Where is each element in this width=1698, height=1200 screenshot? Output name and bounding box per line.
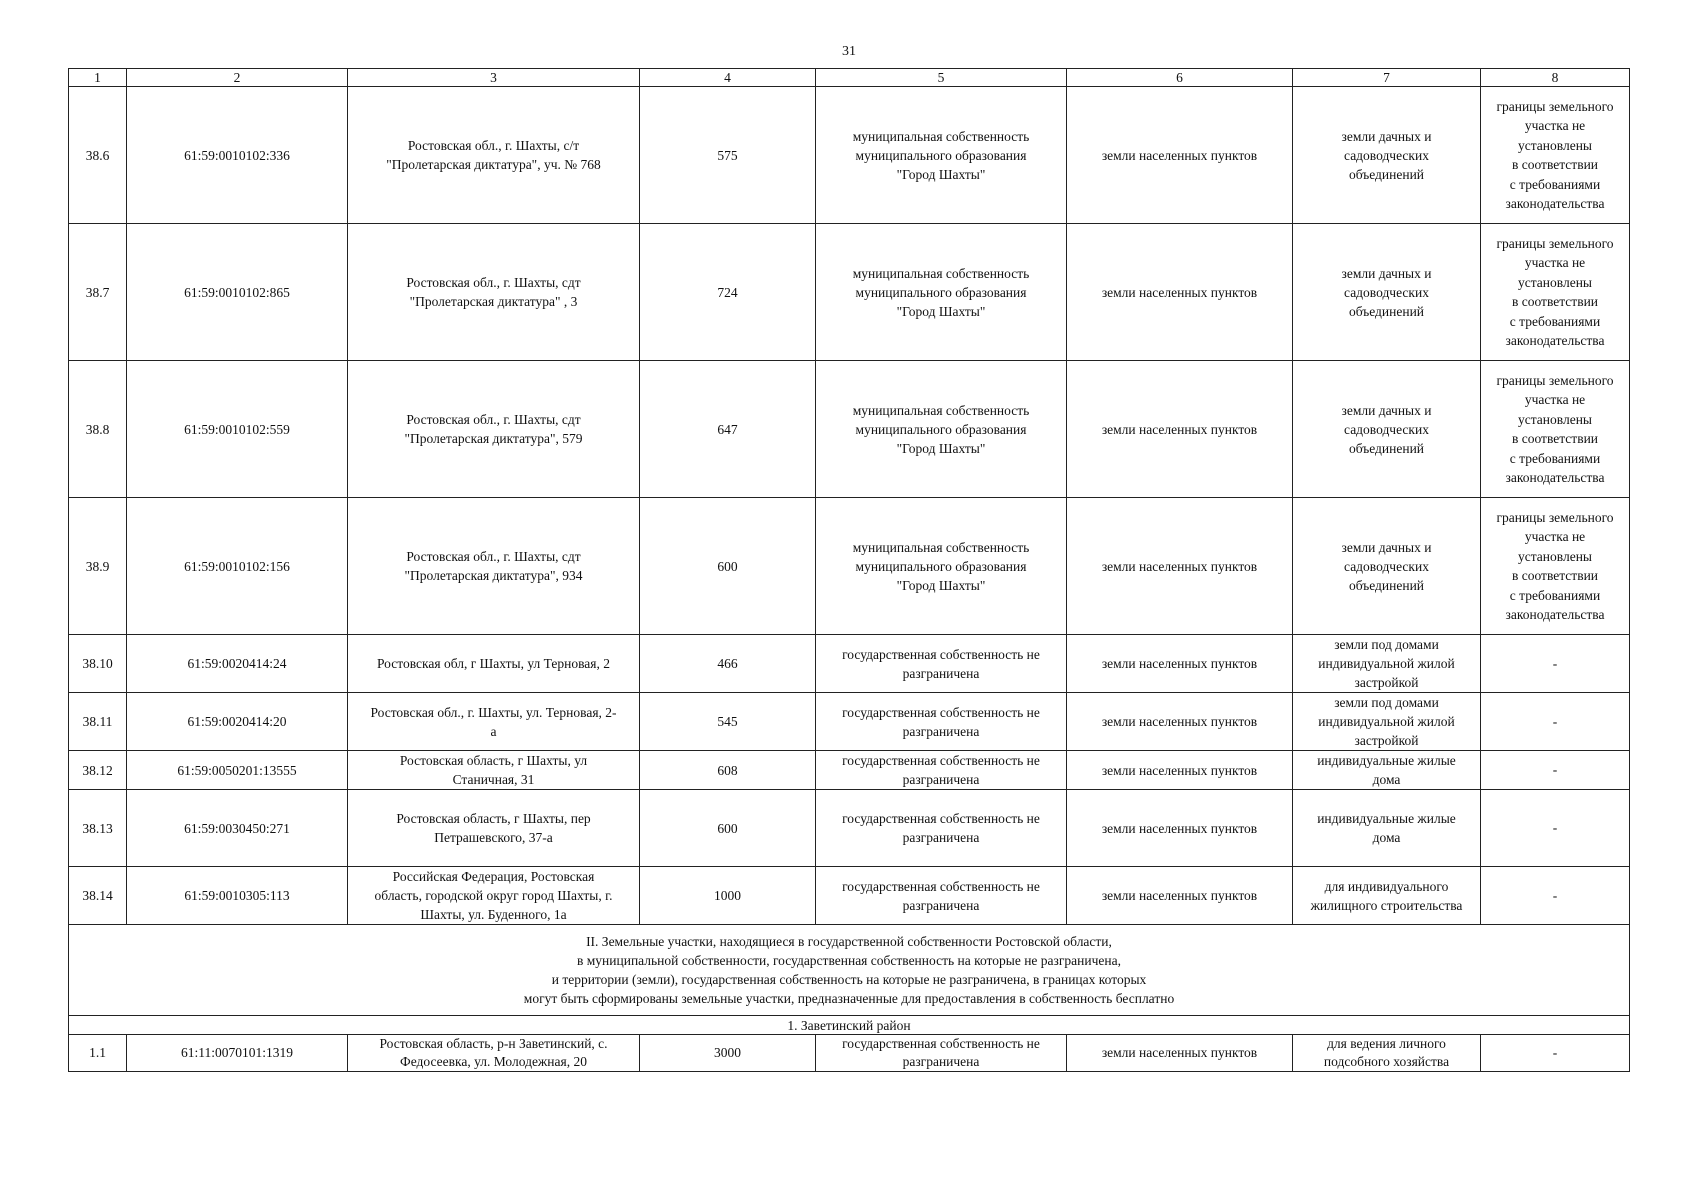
land-category-cell: земли населенных пунктов — [1067, 693, 1293, 751]
cadastral-number-cell: 61:59:0010305:113 — [127, 867, 348, 925]
address-cell-line: Ростовская обл., г. Шахты, ул. Терновая, 2- — [370, 704, 617, 720]
ownership-cell — [816, 751, 1067, 790]
column-number: 4 — [640, 69, 816, 87]
section-heading-line: II. Земельные участки, находящиеся в государственной собственности Ростовской области, — [586, 934, 1112, 949]
permitted-use-cell-line: для ведения личного — [1327, 1036, 1446, 1051]
ownership-cell-line: муниципальная собственность — [852, 128, 1030, 144]
permitted-use-cell — [1293, 867, 1481, 925]
address-cell-line: Ростовская область, г Шахты, пер — [396, 811, 591, 826]
section-heading-line: могут быть сформированы земельные участки, предназначенные для предоставления в собственность бесплатно — [523, 991, 1175, 1006]
note-cell — [1481, 224, 1630, 361]
ownership-cell-line: разграничена — [902, 772, 980, 787]
row-number-cell: 38.12 — [69, 751, 127, 790]
permitted-use-cell-line: земли дачных и — [1341, 402, 1432, 418]
permitted-use-cell-line: садоводческих — [1344, 421, 1429, 437]
note-cell-line: в соответствии — [1511, 431, 1599, 446]
cadastral-number-cell: 61:59:0030450:271 — [127, 790, 348, 867]
permitted-use-cell-line: садоводческих — [1344, 284, 1429, 300]
note-cell-line: законодательства — [1505, 333, 1605, 348]
ownership-cell-line: муниципального образования — [855, 421, 1027, 437]
cadastral-number-cell: 61:11:0070101:1319 — [127, 1035, 348, 1072]
cadastral-number-cell: 61:59:0010102:865 — [127, 224, 348, 361]
permitted-use-cell — [1293, 790, 1481, 867]
area-cell: 575 — [640, 87, 816, 224]
permitted-use-cell — [1293, 751, 1481, 790]
note-cell — [1481, 1035, 1630, 1072]
land-category-cell: земли населенных пунктов — [1067, 790, 1293, 867]
ownership-cell-line: государственная собственность не — [842, 1036, 1040, 1051]
address-cell-line: Петрашевского, 37-а — [434, 830, 553, 845]
address-cell-line: Шахты, ул. Буденного, 1а — [420, 907, 567, 922]
ownership-cell-line: государственная собственность не — [842, 704, 1040, 720]
note-cell-line: с требованиями — [1509, 176, 1601, 192]
table-body — [69, 69, 1630, 1072]
permitted-use-cell-line: земли под домами — [1334, 637, 1439, 652]
column-number: 6 — [1067, 69, 1293, 87]
ownership-cell-line: разграничена — [902, 723, 980, 739]
address-cell — [348, 498, 640, 635]
area-cell: 466 — [640, 635, 816, 693]
permitted-use-cell — [1293, 361, 1481, 498]
address-cell — [348, 87, 640, 224]
cadastral-number-cell: 61:59:0010102:336 — [127, 87, 348, 224]
note-cell-line: установлены — [1518, 274, 1592, 290]
note-cell — [1481, 790, 1630, 867]
table-row — [69, 790, 1630, 867]
address-cell — [348, 635, 640, 693]
row-number-cell: 38.10 — [69, 635, 127, 693]
row-number-cell: 38.14 — [69, 867, 127, 925]
address-cell — [348, 693, 640, 751]
land-category-cell: земли населенных пунктов — [1067, 751, 1293, 790]
note-cell-line: законодательства — [1505, 470, 1605, 485]
cadastral-number-cell: 61:59:0050201:13555 — [127, 751, 348, 790]
section-heading-line: в муниципальной собственности, государственная собственность на которые не разграничена, — [577, 953, 1121, 968]
table-row — [69, 498, 1630, 635]
area-cell: 600 — [640, 498, 816, 635]
note-cell-line: в соответствии — [1511, 157, 1599, 172]
note-cell — [1481, 361, 1630, 498]
note-cell — [1481, 751, 1630, 790]
row-number-cell: 38.9 — [69, 498, 127, 635]
note-cell-line: границы земельного — [1496, 509, 1614, 525]
ownership-cell — [816, 1035, 1067, 1072]
ownership-cell-line: государственная собственность не — [842, 811, 1040, 826]
permitted-use-cell-line: дома — [1372, 830, 1401, 845]
ownership-cell-line: муниципальная собственность — [852, 265, 1030, 281]
address-cell-line: Станичная, 31 — [452, 772, 535, 787]
ownership-cell-line: "Город Шахты" — [896, 577, 986, 593]
ownership-cell-line: "Город Шахты" — [896, 440, 986, 456]
table-row — [69, 693, 1630, 751]
note-cell-line: границы земельного — [1496, 235, 1614, 251]
area-cell: 600 — [640, 790, 816, 867]
note-cell-line: - — [1552, 1045, 1558, 1060]
ownership-cell — [816, 87, 1067, 224]
note-cell-line: участка не — [1524, 118, 1586, 133]
address-cell-line: "Пролетарская диктатура", 934 — [404, 568, 583, 583]
address-cell-line: "Пролетарская диктатура", уч. № 768 — [386, 157, 601, 172]
note-cell-line: участка не — [1524, 529, 1586, 544]
note-cell-line: с требованиями — [1509, 587, 1601, 603]
permitted-use-cell — [1293, 693, 1481, 751]
ownership-cell-line: муниципальная собственность — [852, 539, 1030, 555]
ownership-cell-line: разграничена — [902, 665, 980, 681]
area-cell: 608 — [640, 751, 816, 790]
note-cell — [1481, 693, 1630, 751]
permitted-use-cell-line: земли дачных и — [1341, 128, 1432, 144]
row-number-cell: 38.8 — [69, 361, 127, 498]
permitted-use-cell-line: подсобного хозяйства — [1323, 1054, 1450, 1069]
ownership-cell — [816, 361, 1067, 498]
permitted-use-cell — [1293, 87, 1481, 224]
permitted-use-cell — [1293, 635, 1481, 693]
row-number-cell: 38.6 — [69, 87, 127, 224]
page-number: 31 — [842, 44, 856, 59]
permitted-use-cell-line: индивидуальной жилой — [1318, 656, 1455, 671]
area-cell: 3000 — [640, 1035, 816, 1072]
land-category-cell: земли населенных пунктов — [1067, 87, 1293, 224]
address-cell-line: "Пролетарская диктатура", 579 — [404, 431, 583, 446]
permitted-use-cell-line: садоводческих — [1344, 147, 1429, 163]
table-row — [69, 635, 1630, 693]
land-category-cell: земли населенных пунктов — [1067, 498, 1293, 635]
address-cell-line: Ростовская область, р-н Заветинский, с. — [379, 1036, 608, 1051]
row-number-cell: 38.13 — [69, 790, 127, 867]
address-cell-line: Российская Федерация, Ростовская — [392, 869, 595, 884]
permitted-use-cell-line: индивидуальные жилые — [1317, 811, 1456, 826]
note-cell-line: установлены — [1518, 411, 1592, 427]
permitted-use-cell-line: земли под домами — [1334, 695, 1439, 710]
ownership-cell-line: разграничена — [902, 830, 980, 845]
ownership-cell-line: муниципальная собственность — [852, 402, 1030, 418]
address-cell — [348, 790, 640, 867]
section-heading-line: и территории (земли), государственная собственность на которые не разграничена, в границах которых — [551, 972, 1147, 987]
cadastral-number-cell: 61:59:0010102:156 — [127, 498, 348, 635]
address-cell — [348, 361, 640, 498]
ownership-cell-line: государственная собственность не — [842, 753, 1040, 768]
note-cell-line: в соответствии — [1511, 568, 1599, 583]
note-cell-line: с требованиями — [1509, 450, 1601, 466]
row-number-cell: 38.11 — [69, 693, 127, 751]
land-category-cell: земли населенных пунктов — [1067, 635, 1293, 693]
permitted-use-cell-line: объединений — [1348, 166, 1425, 182]
note-cell-line: участка не — [1524, 255, 1586, 270]
column-number: 3 — [348, 69, 640, 87]
column-number: 2 — [127, 69, 348, 87]
area-cell: 545 — [640, 693, 816, 751]
address-cell — [348, 751, 640, 790]
column-number: 1 — [69, 69, 127, 87]
ownership-cell — [816, 635, 1067, 693]
permitted-use-cell-line: земли дачных и — [1341, 539, 1432, 555]
address-cell-line: Федосеевка, ул. Молодежная, 20 — [400, 1054, 587, 1069]
note-cell-line: установлены — [1518, 137, 1592, 153]
table-row — [69, 87, 1630, 224]
address-cell-line: область, городской округ город Шахты, г. — [374, 888, 613, 903]
address-cell-line: а — [490, 723, 497, 739]
row-number-cell: 1.1 — [69, 1035, 127, 1072]
cadastral-number-cell: 61:59:0020414:24 — [127, 635, 348, 693]
permitted-use-cell-line: садоводческих — [1344, 558, 1429, 574]
land-plots-table — [68, 68, 1630, 1072]
table-row — [69, 361, 1630, 498]
note-cell-line: законодательства — [1505, 196, 1605, 211]
permitted-use-cell-line: индивидуальные жилые — [1317, 753, 1456, 768]
subsection-heading-row — [69, 1016, 1630, 1035]
ownership-cell — [816, 224, 1067, 361]
land-category-cell: земли населенных пунктов — [1067, 224, 1293, 361]
ownership-cell-line: государственная собственность не — [842, 646, 1040, 662]
permitted-use-cell — [1293, 224, 1481, 361]
address-cell-line: Ростовская обл., г. Шахты, сдт — [406, 275, 581, 290]
table-row — [69, 751, 1630, 790]
ownership-cell — [816, 693, 1067, 751]
column-number: 5 — [816, 69, 1067, 87]
permitted-use-cell-line: застройкой — [1354, 675, 1419, 690]
note-cell-line: участка не — [1524, 392, 1586, 407]
permitted-use-cell — [1293, 498, 1481, 635]
note-cell-line: - — [1552, 762, 1558, 778]
row-number-cell: 38.7 — [69, 224, 127, 361]
cadastral-number-cell: 61:59:0010102:559 — [127, 361, 348, 498]
note-cell-line: с требованиями — [1509, 313, 1601, 329]
address-cell-line: Ростовская обл., г. Шахты, сдт — [406, 412, 581, 427]
permitted-use-cell-line: жилищного строительства — [1310, 897, 1463, 913]
ownership-cell-line: разграничена — [902, 897, 980, 913]
column-number: 7 — [1293, 69, 1481, 87]
land-category-cell: земли населенных пунктов — [1067, 867, 1293, 925]
address-cell — [348, 224, 640, 361]
ownership-cell-line: "Город Шахты" — [896, 303, 986, 319]
subsection-heading: 1. Заветинский район — [69, 1016, 1630, 1035]
table-row — [69, 224, 1630, 361]
section-heading — [69, 925, 1630, 1016]
ownership-cell-line: муниципального образования — [855, 558, 1027, 574]
note-cell — [1481, 635, 1630, 693]
note-cell-line: установлены — [1518, 548, 1592, 564]
note-cell-line: в соответствии — [1511, 294, 1599, 309]
note-cell-line: законодательства — [1505, 607, 1605, 622]
note-cell-line: - — [1552, 887, 1558, 903]
address-cell-line: Ростовская обл, г Шахты, ул Терновая, 2 — [377, 656, 610, 671]
area-cell: 647 — [640, 361, 816, 498]
note-cell-line: - — [1552, 713, 1558, 729]
area-cell: 1000 — [640, 867, 816, 925]
column-number-row — [69, 69, 1630, 87]
permitted-use-cell-line: земли дачных и — [1341, 265, 1432, 281]
ownership-cell-line: "Город Шахты" — [896, 166, 986, 182]
address-cell-line: Ростовская обл., г. Шахты, с/т — [407, 138, 580, 153]
ownership-cell-line: муниципального образования — [855, 284, 1027, 300]
address-cell-line: "Пролетарская диктатура" , 3 — [409, 294, 578, 309]
ownership-cell — [816, 498, 1067, 635]
permitted-use-cell-line: объединений — [1348, 303, 1425, 319]
note-cell — [1481, 87, 1630, 224]
note-cell — [1481, 867, 1630, 925]
permitted-use-cell-line: для индивидуального — [1324, 878, 1449, 894]
table-row — [69, 867, 1630, 925]
column-number: 8 — [1481, 69, 1630, 87]
permitted-use-cell-line: застройкой — [1354, 733, 1419, 748]
land-category-cell: земли населенных пунктов — [1067, 361, 1293, 498]
cadastral-number-cell: 61:59:0020414:20 — [127, 693, 348, 751]
ownership-cell-line: разграничена — [902, 1054, 980, 1069]
permitted-use-cell-line: объединений — [1348, 440, 1425, 456]
section-heading-row — [69, 925, 1630, 1016]
address-cell-line: Ростовская обл., г. Шахты, сдт — [406, 549, 581, 564]
address-cell — [348, 867, 640, 925]
land-category-cell: земли населенных пунктов — [1067, 1035, 1293, 1072]
permitted-use-cell-line: дома — [1372, 772, 1401, 787]
address-cell-line: Ростовская область, г Шахты, ул — [399, 753, 588, 768]
note-cell-line: - — [1552, 655, 1558, 671]
area-cell: 724 — [640, 224, 816, 361]
permitted-use-cell-line: объединений — [1348, 577, 1425, 593]
note-cell-line: границы земельного — [1496, 98, 1614, 114]
ownership-cell — [816, 867, 1067, 925]
address-cell — [348, 1035, 640, 1072]
note-cell-line: - — [1552, 820, 1558, 836]
note-cell — [1481, 498, 1630, 635]
permitted-use-cell-line: индивидуальной жилой — [1318, 714, 1455, 729]
ownership-cell-line: государственная собственность не — [842, 878, 1040, 894]
table-row — [69, 1035, 1630, 1072]
ownership-cell — [816, 790, 1067, 867]
permitted-use-cell — [1293, 1035, 1481, 1072]
ownership-cell-line: муниципального образования — [855, 147, 1027, 163]
note-cell-line: границы земельного — [1496, 372, 1614, 388]
